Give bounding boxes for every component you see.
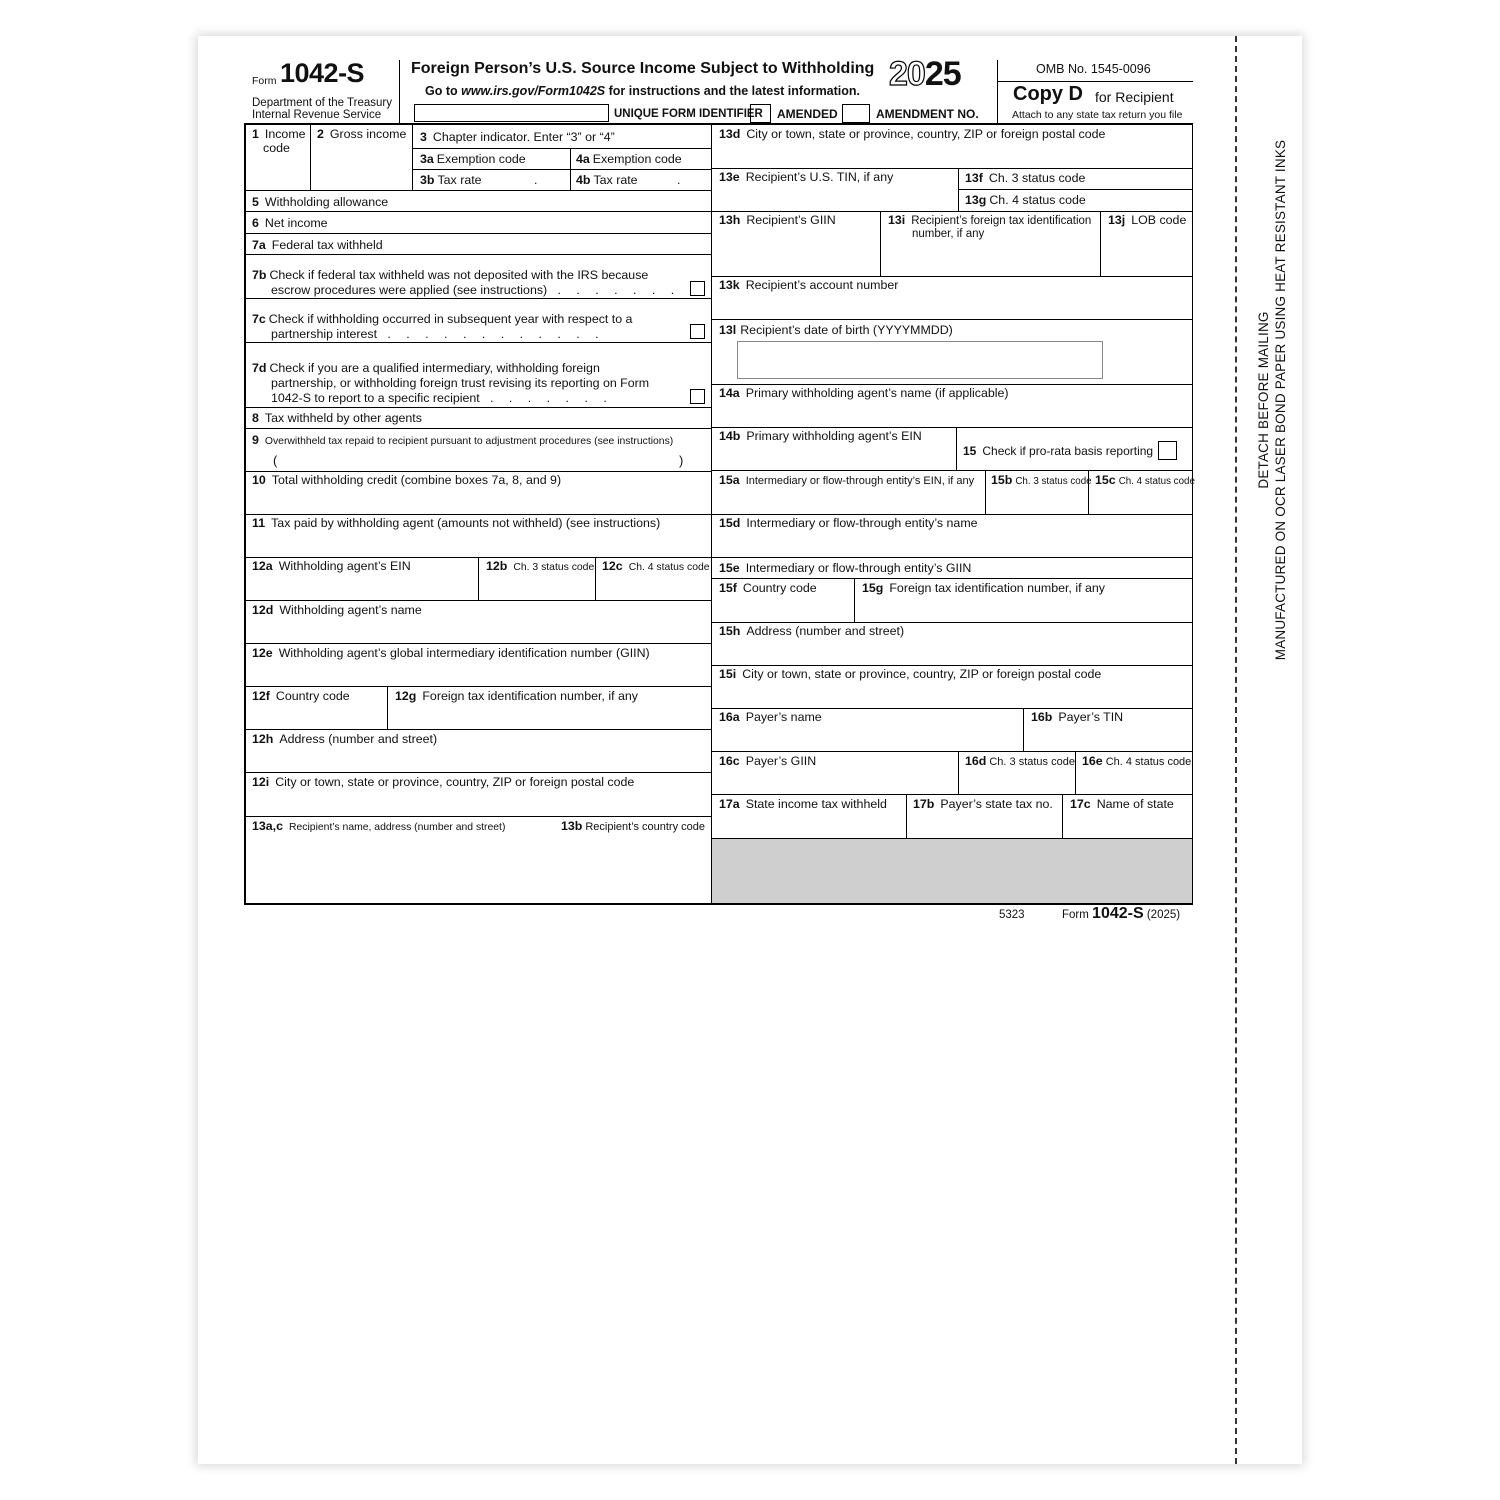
amended-label: AMENDED xyxy=(777,107,838,121)
box-7c-checkbox[interactable] xyxy=(690,324,705,339)
unique-form-identifier-label: UNIQUE FORM IDENTIFIER xyxy=(614,108,763,120)
box-15-pro-rata-checkbox[interactable] xyxy=(1158,441,1177,460)
box-12c-ch4-status[interactable]: 12c Ch. 4 status code xyxy=(602,559,710,573)
box-4a-exemption-code[interactable]: 4a Exemption code xyxy=(576,152,682,166)
box-14a-primary-agent-name[interactable]: 14a Primary withholding agent’s name (if applicable) xyxy=(719,386,1009,400)
shaded-area xyxy=(712,839,1192,903)
box-7d-label2: partnership, or withholding foreign trust revising its reporting on Form xyxy=(271,376,650,390)
box-1-income-code[interactable]: 1 Income xyxy=(252,127,306,141)
box-15e-intermediary-giin[interactable]: 15e Intermediary or flow-through entity’s GIIN xyxy=(719,561,972,575)
box-17b-payer-state-tax-no[interactable]: 17b Payer’s state tax no. xyxy=(913,797,1053,811)
box-15a-intermediary-ein[interactable]: 15a Intermediary or flow-through entity’s EIN, if any xyxy=(719,473,975,487)
box-13g-ch4-status[interactable]: 13g Ch. 4 status code xyxy=(965,193,1086,207)
box-15h-address[interactable]: 15h Address (number and street) xyxy=(719,624,905,638)
side-notice-line2: MANUFACTURED ON OCR LASER BOND PAPER USING HEAT RESISTANT INKS xyxy=(1273,139,1288,661)
box-13l-recipient-dob: 13l Recipient’s date of birth (YYYYMMDD) xyxy=(719,323,953,337)
box-13f-ch3-status[interactable]: 13f Ch. 3 status code xyxy=(965,171,1086,185)
box-13l-dob-input[interactable] xyxy=(737,341,1103,379)
box-12d-withholding-agent-name[interactable]: 12d Withholding agent’s name xyxy=(252,603,422,617)
box-15i-city[interactable]: 15i City or town, state or province, country, ZIP or foreign postal code xyxy=(719,667,1102,681)
box-7b-label: 7b Check if federal tax withheld was not deposited with the IRS because xyxy=(252,268,649,282)
box-15g-foreign-tin[interactable]: 15g Foreign tax identification number, if any xyxy=(862,581,1105,595)
box-7d-label3: 1042-S to report to a specific recipient . . . . . . . xyxy=(271,391,613,405)
dept-line1: Department of the Treasury xyxy=(252,97,392,109)
box-8-tax-withheld-other-agents[interactable]: 8 Tax withheld by other agents xyxy=(252,411,422,425)
box-15d-intermediary-name[interactable]: 15d Intermediary or flow-through entity’s name xyxy=(719,516,978,530)
footer-form: Form 1042-S (2025) xyxy=(1062,905,1181,922)
tax-year xyxy=(889,55,961,94)
box-7a-federal-tax-withheld[interactable]: 7a Federal tax withheld xyxy=(252,238,383,252)
box-4b-decimal: . xyxy=(677,173,681,187)
box-12a-withholding-agent-ein[interactable]: 12a Withholding agent’s EIN xyxy=(252,559,411,573)
box-4b-tax-rate[interactable]: 4b Tax rate xyxy=(576,173,638,187)
box-17c-name-of-state[interactable]: 17c Name of state xyxy=(1070,797,1174,811)
box-16c-payer-giin[interactable]: 16c Payer’s GIIN xyxy=(719,754,817,768)
tax-year-bold: 25 xyxy=(924,55,961,93)
box-13b-recipient-country-code[interactable]: 13b Recipient’s country code xyxy=(561,819,706,833)
box-3a-exemption-code[interactable]: 3a Exemption code xyxy=(420,152,526,166)
box-3b-decimal: . xyxy=(534,173,538,187)
box-7b-label2: escrow procedures were applied (see instructions) . . . . . . . xyxy=(271,283,681,297)
box-14b-primary-agent-ein[interactable]: 14b Primary withholding agent’s EIN xyxy=(719,429,922,443)
tax-year-outline: 20 xyxy=(889,55,925,93)
box-13j-lob-code[interactable]: 13j LOB code xyxy=(1108,213,1187,227)
box-16d-ch3-status[interactable]: 16d Ch. 3 status code xyxy=(965,754,1075,768)
dept-line2: Internal Revenue Service xyxy=(252,109,382,121)
box-7c-label2: partnership interest . . . . . . . . . . . . xyxy=(271,327,605,341)
amendment-no-label: AMENDMENT NO. xyxy=(876,107,979,121)
amendment-no-input[interactable] xyxy=(842,104,870,123)
footer-cat-no: 5323 xyxy=(999,909,1025,921)
box-16e-ch4-status[interactable]: 16e Ch. 4 status code xyxy=(1082,754,1192,768)
box-12f-country-code[interactable]: 12f Country code xyxy=(252,689,350,703)
box-10-total-withholding-credit[interactable]: 10 Total withholding credit (combine boxes 7a, 8, and 9) xyxy=(252,473,562,487)
form-number: 1042-S xyxy=(280,58,365,88)
unique-form-identifier-input[interactable] xyxy=(414,104,609,122)
box-7d-checkbox[interactable] xyxy=(690,389,705,404)
box-13k-recipient-account-number[interactable]: 13k Recipient’s account number xyxy=(719,278,899,292)
box-7b-checkbox[interactable] xyxy=(690,281,705,296)
perforation-line xyxy=(1235,36,1237,1464)
box-15c-ch4-status[interactable]: 15c Ch. 4 status code xyxy=(1095,473,1195,487)
box-2-gross-income[interactable]: 2 Gross income xyxy=(317,127,407,141)
copy-for: for Recipient xyxy=(1095,89,1174,105)
attach-note: Attach to any state tax return you file xyxy=(1012,109,1183,121)
box-3b-tax-rate[interactable]: 3b Tax rate xyxy=(420,173,482,187)
goto-line: Go to www.irs.gov/Form1042S for instructions and the latest information. xyxy=(425,84,861,98)
box-13ac-recipient-name-address[interactable]: 13a,c Recipient’s name, address (number and street) xyxy=(252,819,506,833)
copy-label: Copy D xyxy=(1013,83,1083,105)
box-13i-label2: number, if any xyxy=(912,228,985,240)
box-13e-recipient-us-tin[interactable]: 13e Recipient’s U.S. TIN, if any xyxy=(719,170,894,184)
box-12e-withholding-agent-giin[interactable]: 12e Withholding agent’s global intermediary identification number (GIIN) xyxy=(252,646,650,660)
goto-url[interactable]: www.irs.gov/Form1042S xyxy=(461,84,606,98)
box-9-paren-open: ( xyxy=(273,453,278,468)
box-12b-ch3-status[interactable]: 12b Ch. 3 status code xyxy=(486,559,595,573)
box-7d-label: 7d Check if you are a qualified intermediary, withholding foreign xyxy=(252,361,600,375)
box-11-tax-paid-by-agent[interactable]: 11 Tax paid by withholding agent (amounts not withheld) (see instructions) xyxy=(252,516,661,530)
box-9-paren-close: ) xyxy=(679,453,684,468)
box-15f-country-code[interactable]: 15f Country code xyxy=(719,581,817,595)
box-5-withholding-allowance[interactable]: 5 Withholding allowance xyxy=(252,195,389,209)
box-16a-payer-name[interactable]: 16a Payer’s name xyxy=(719,710,822,724)
box-12i-city[interactable]: 12i City or town, state or province, country, ZIP or foreign postal code xyxy=(252,775,635,789)
box-12h-address[interactable]: 12h Address (number and street) xyxy=(252,732,438,746)
box-3-chapter-indicator[interactable]: 3 Chapter indicator. Enter “3” or “4” xyxy=(420,130,615,144)
box-16b-payer-tin[interactable]: 16b Payer’s TIN xyxy=(1031,710,1124,724)
box-15b-ch3-status[interactable]: 15b Ch. 3 status code xyxy=(991,473,1092,487)
box-7c-label: 7c Check if withholding occurred in subsequent year with respect to a xyxy=(252,312,633,326)
box-6-net-income[interactable]: 6 Net income xyxy=(252,216,328,230)
box-12g-foreign-tin[interactable]: 12g Foreign tax identification number, if any xyxy=(395,689,638,703)
box-17a-state-tax-withheld[interactable]: 17a State income tax withheld xyxy=(719,797,887,811)
box-13d-recipient-city[interactable]: 13d City or town, state or province, country, ZIP or foreign postal code xyxy=(719,127,1106,141)
form-title: Foreign Person’s U.S. Source Income Subject to Withholding xyxy=(411,60,875,77)
box-13h-recipient-giin[interactable]: 13h Recipient’s GIIN xyxy=(719,213,836,227)
box-1-label2: code xyxy=(263,141,290,155)
omb-number: OMB No. 1545-0096 xyxy=(1036,62,1151,76)
box-9-overwithheld-tax[interactable]: 9 Overwithheld tax repaid to recipient pursuant to adjustment procedures (see instructions) xyxy=(252,433,674,447)
box-15-pro-rata-label: 15 Check if pro-rata basis reporting xyxy=(963,444,1154,458)
side-notice-line1: DETACH BEFORE MAILING xyxy=(1256,311,1271,489)
box-13i-recipient-foreign-tin[interactable]: 13i Recipient’s foreign tax identification xyxy=(888,213,1092,227)
form-word: Form xyxy=(252,75,277,87)
amended-checkbox[interactable] xyxy=(750,104,771,123)
